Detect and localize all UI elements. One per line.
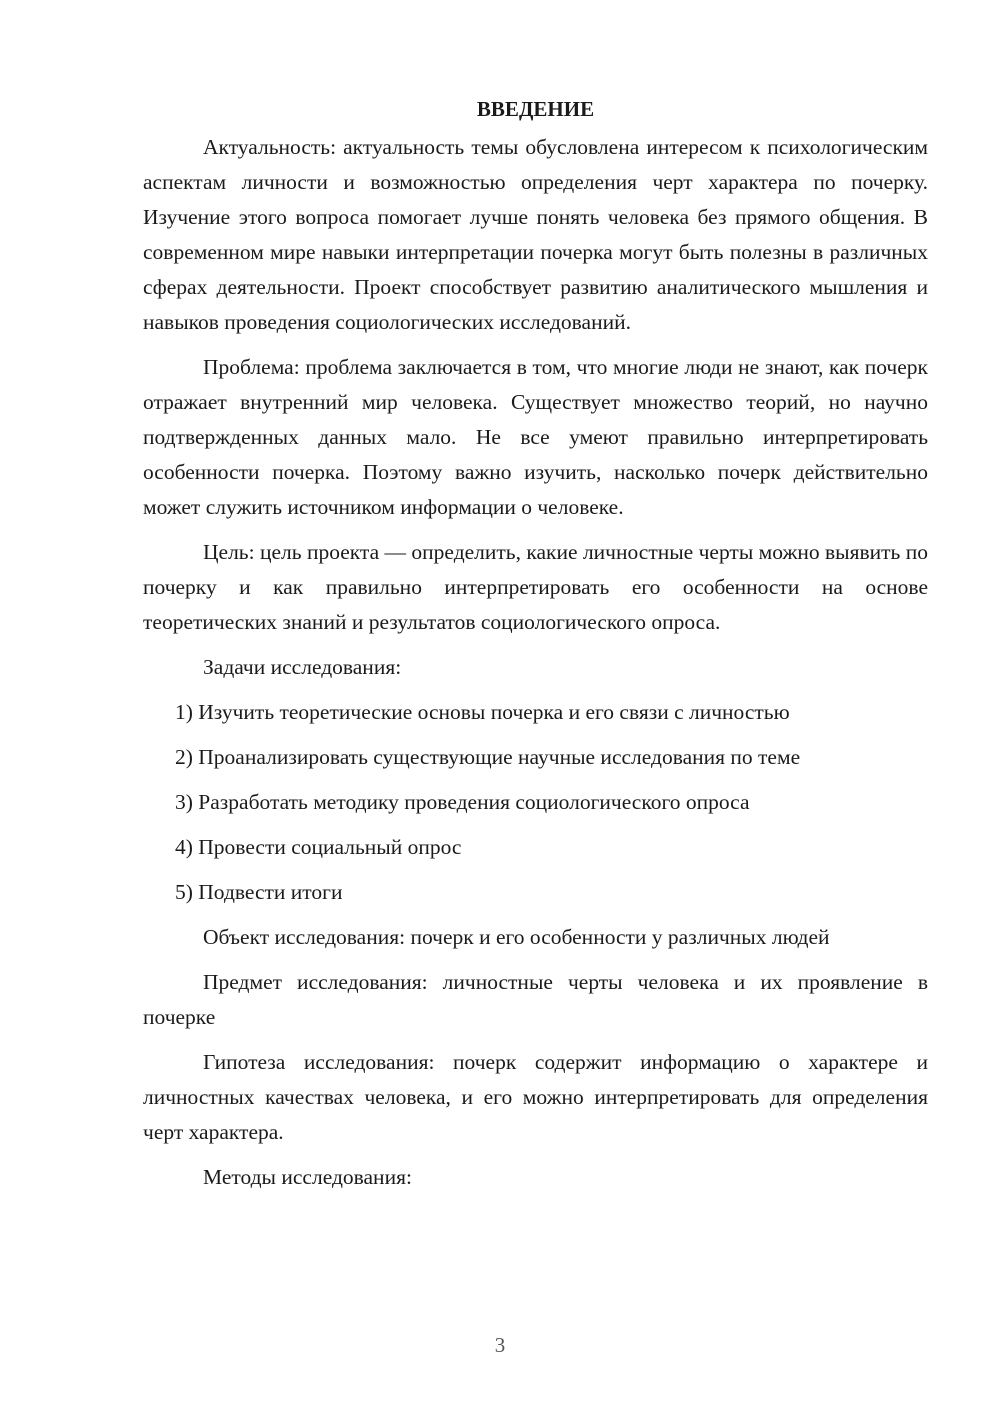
relevance-paragraph: Актуальность: актуальность темы обусловлена интересом к психологическим аспектам личности и возможностью определения черт характера по почерку. Изучение этого вопроса помогает лучше понять человека без прямого общения. В современном мире навыки интерпретации почерка могут быть полезны в различных сферах деятельности. Проект способствует развитию аналитического мышления и навыков проведения социологических исследований.	[143, 135, 928, 334]
hypothesis-paragraph: Гипотеза исследования: почерк содержит информацию о характере и личностных качествах человека, и его можно интерпретировать для определения черт характера.	[143, 1050, 928, 1144]
task-item: 3) Разработать методику проведения социологического опроса	[175, 790, 750, 814]
problem-paragraph: Проблема: проблема заключается в том, что многие люди не знают, как почерк отражает внутренний мир человека. Существует множество теорий, но научно подтвержденных данных мало. Не все умеют правильно интерпретировать особенности почерка. Поэтому важно изучить, насколько почерк действительно может служить источником информации о человеке.	[143, 355, 928, 519]
task-item: 2) Проанализировать существующие научные исследования по теме	[175, 745, 801, 769]
tasks-heading: Задачи исследования:	[203, 655, 402, 679]
task-item: 4) Провести социальный опрос	[175, 835, 462, 859]
page-number: 3	[494, 1333, 506, 1357]
page-content	[143, 92, 928, 1205]
subject-paragraph: Предмет исследования: личностные черты человека и их проявление в почерке	[143, 970, 928, 1029]
task-item: 1) Изучить теоретические основы почерка и его связи с личностью	[175, 700, 790, 724]
goal-paragraph: Цель: цель проекта — определить, какие личностные черты можно выявить по почерку и как правильно интерпретировать его особенности на основе теоретических знаний и результатов социологического опроса.	[143, 540, 928, 634]
methods-heading: Методы исследования:	[203, 1165, 412, 1189]
section-title: ВВЕДЕНИЕ	[476, 97, 595, 121]
object-paragraph: Объект исследования: почерк и его особенности у различных людей	[203, 925, 830, 949]
task-item: 5) Подвести итоги	[175, 880, 343, 904]
tasks-list	[143, 695, 928, 910]
